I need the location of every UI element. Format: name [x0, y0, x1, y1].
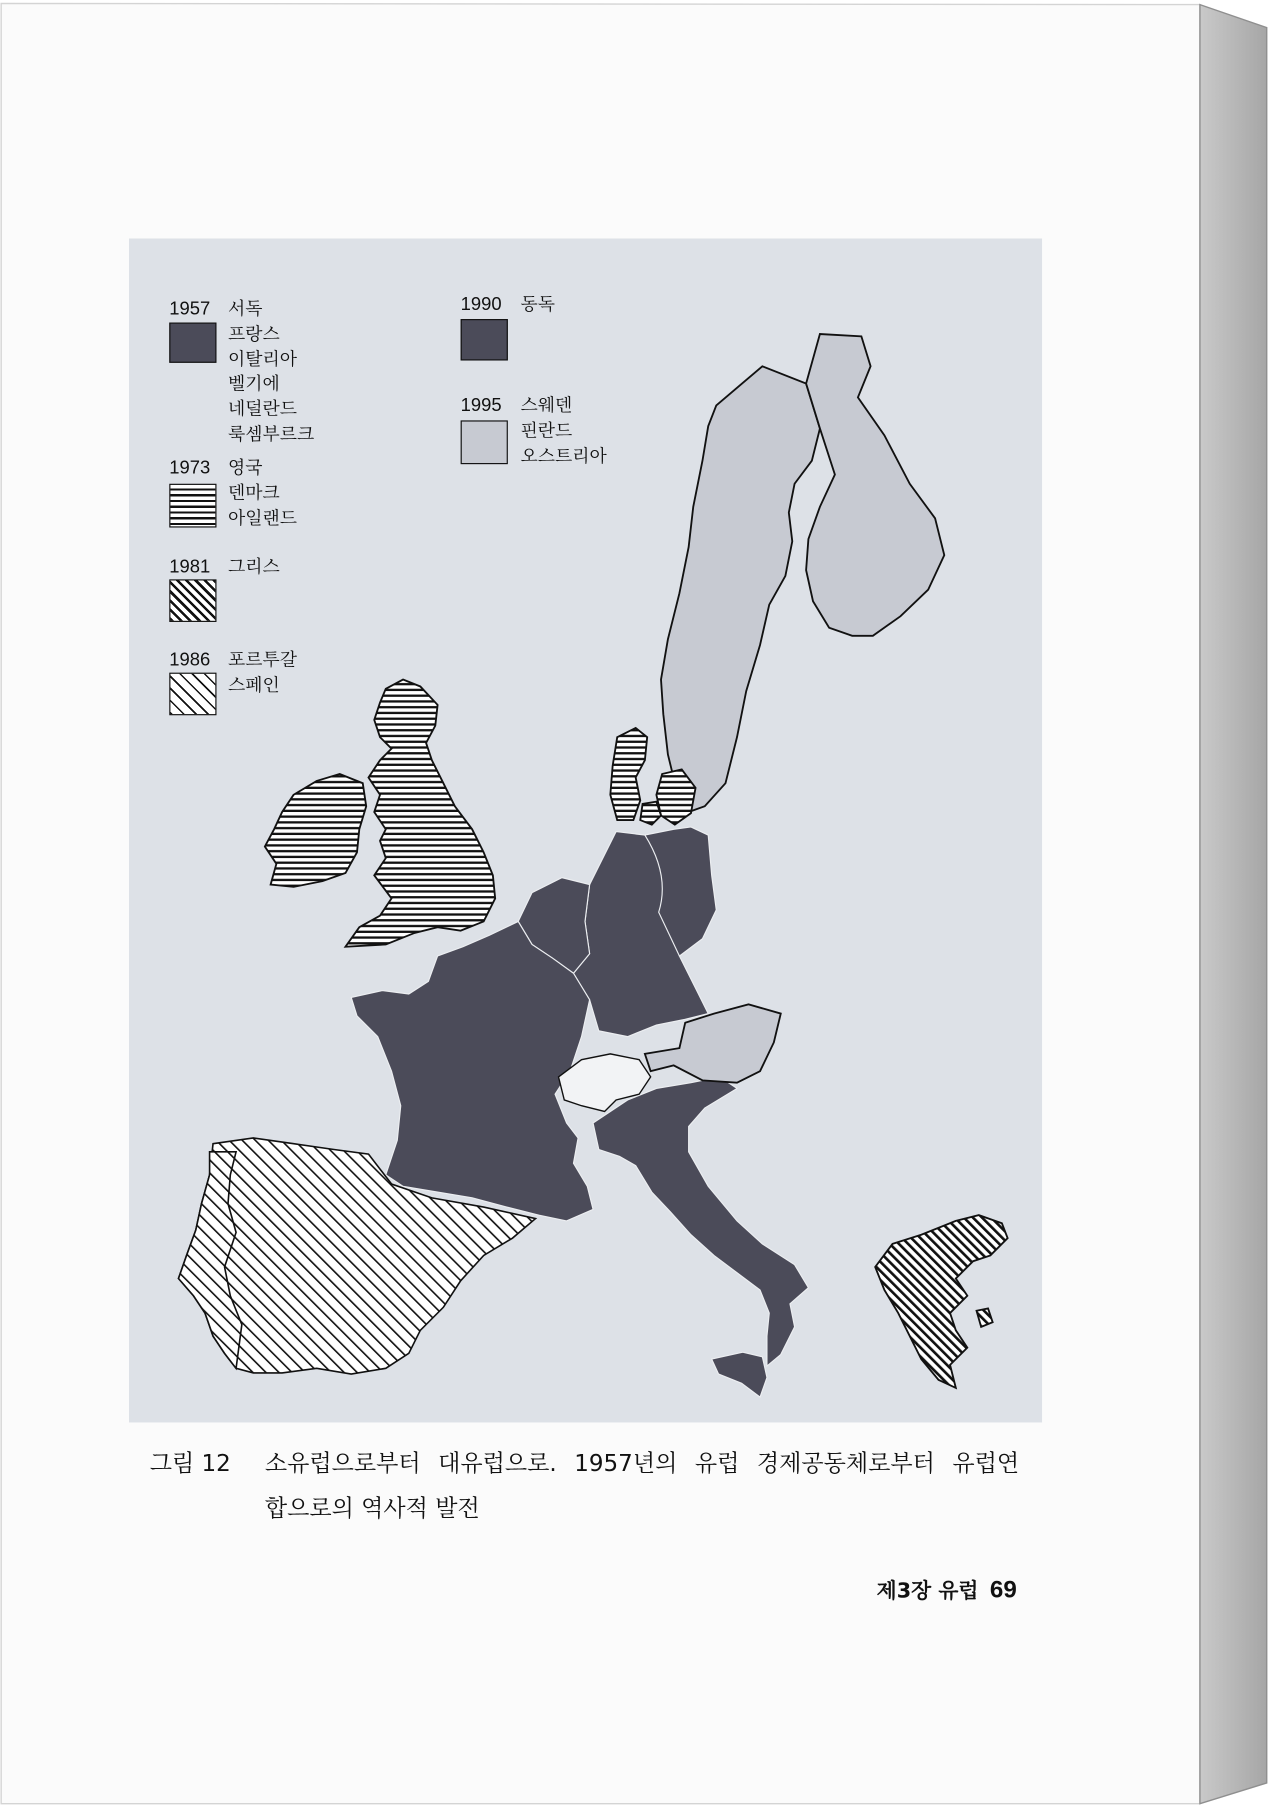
- legend-entry-1957: [169, 297, 445, 447]
- legend-country: 동독: [520, 293, 556, 315]
- figure-caption-line-2: 합으로의 역사적 발전: [264, 1493, 480, 1522]
- legend-entry-1995: [461, 394, 737, 544]
- page-footer: [737, 1574, 1017, 1604]
- legend-year: 1986: [169, 650, 211, 671]
- legend-year: 1981: [169, 557, 211, 578]
- legend-country: 덴마크: [228, 482, 280, 504]
- legend-country: 룩셈부르크: [228, 423, 315, 445]
- legend-country: 포르투갈: [228, 649, 297, 671]
- legend-country: 영국: [228, 457, 263, 478]
- legend-country: 스페인: [228, 674, 280, 696]
- legend-country: 스웨덴: [520, 395, 573, 416]
- legend-swatch: [169, 484, 216, 528]
- legend-country: 네덜란드: [228, 398, 297, 420]
- legend-swatch: [461, 319, 508, 360]
- legend-country: 그리스: [228, 556, 280, 578]
- legend-country-list: [228, 555, 280, 580]
- legend-swatch: [169, 323, 216, 363]
- legend-year: 1995: [460, 396, 502, 416]
- legend-year: 1973: [169, 458, 211, 478]
- legend-country: 서독: [228, 298, 263, 320]
- legend-year: 1990: [460, 294, 502, 315]
- legend-year: 1957: [169, 299, 211, 320]
- book-spine-edge: [1200, 5, 1267, 1804]
- legend-swatch: [169, 579, 216, 622]
- chapter-title: 제3장 유럽: [876, 1579, 979, 1604]
- legend-country-list: [228, 456, 297, 531]
- legend-country-list: [521, 293, 555, 318]
- legend-country: 오스트리아: [520, 445, 607, 467]
- legend-country-list: [228, 297, 314, 448]
- legend-country: 아일랜드: [228, 507, 297, 529]
- legend-country: 이탈리아: [228, 348, 297, 370]
- legend-country: 벨기에: [228, 373, 280, 395]
- legend-country-list: [228, 648, 297, 698]
- legend-country: 핀란드: [520, 420, 573, 441]
- figure-label: 그림 12: [149, 1448, 231, 1477]
- figure-caption-line-1: 소유럽으로부터 대유럽으로. 1957년의 유럽 경제공동체로부터 유럽연: [264, 1448, 1020, 1477]
- page-number: 69: [989, 1576, 1017, 1604]
- legend-swatch: [461, 420, 508, 464]
- legend-entry-1986: [169, 648, 445, 798]
- legend-country-list: [521, 394, 607, 469]
- legend-country: 프랑스: [228, 323, 280, 345]
- legend-swatch: [169, 673, 216, 716]
